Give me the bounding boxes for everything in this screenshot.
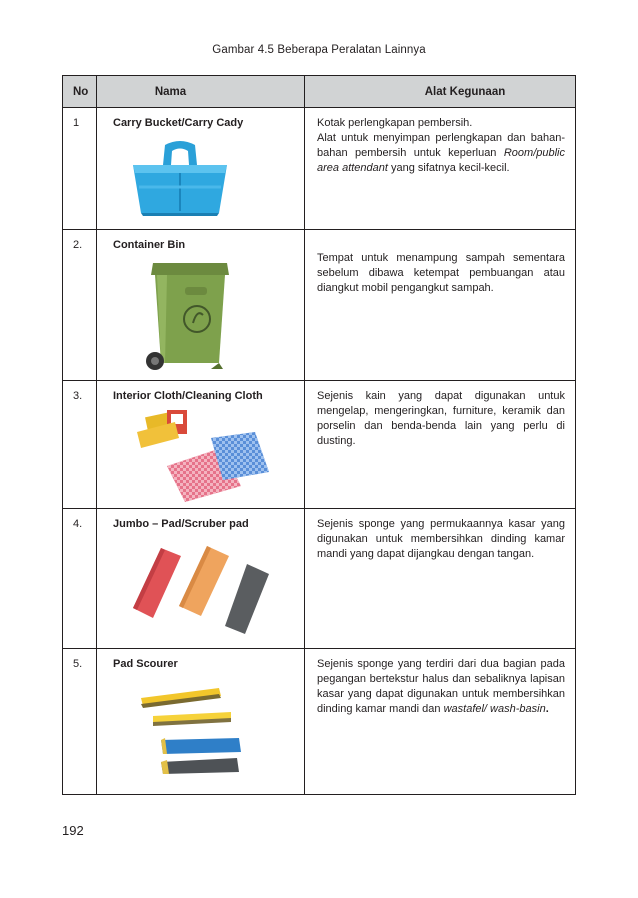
row-number: 5. bbox=[63, 649, 97, 795]
item-use-cell bbox=[305, 108, 576, 230]
table-row bbox=[63, 649, 576, 795]
scrubber-pads-icon bbox=[121, 538, 271, 634]
equipment-table bbox=[62, 75, 576, 795]
wheelie-bin-icon bbox=[143, 257, 233, 375]
cleaning-cloth-icon bbox=[123, 408, 273, 504]
item-use: Sejenis sponge yang permukaannya kasar yang digunakan untuk membersihkan dinding kamar mandi yang dapat dijangkau dengan tangan. bbox=[317, 518, 565, 560]
table-row bbox=[63, 230, 576, 381]
item-use: Sejenis sponge yang terdiri dari dua bagian pada pegangan bertekstur halus dan sebaliknya lapisan kasar yang dapat digunakan untuk membersihkan dinding kamar mandi dan wastafel/ wash-basin. bbox=[317, 658, 565, 715]
item-use-cell bbox=[305, 230, 576, 381]
item-use: Tempat untuk menampung sampah sementara sebelum dibawa ketempat pembuangan atau diangkut mobil pengangkut sampah. bbox=[317, 252, 565, 294]
header-name: Nama bbox=[97, 76, 305, 108]
header-no: No bbox=[63, 76, 97, 108]
table-row bbox=[63, 108, 576, 230]
item-use-cell bbox=[305, 381, 576, 509]
item-name: Interior Cloth/Cleaning Cloth bbox=[113, 390, 263, 402]
header-use: Alat Kegunaan bbox=[305, 76, 576, 108]
figure-caption: Gambar 4.5 Beberapa Peralatan Lainnya bbox=[212, 44, 426, 56]
item-name-cell bbox=[97, 381, 305, 509]
item-name: Container Bin bbox=[113, 239, 186, 251]
item-name: Carry Bucket/Carry Cady bbox=[113, 117, 244, 129]
table-row bbox=[63, 509, 576, 649]
item-name: Jumbo – Pad/Scruber pad bbox=[113, 518, 249, 530]
item-use-line1: Kotak perlengkapan pembersih. bbox=[317, 117, 473, 129]
item-use-line2: Alat untuk menyimpan perlengkapan dan bahan-bahan pembersih untuk keperluan Room/public area attendant yang sifatnya kecil-kecil. bbox=[317, 132, 565, 174]
row-number: 1 bbox=[63, 108, 97, 230]
row-number: 2. bbox=[63, 230, 97, 381]
row-number: 3. bbox=[63, 381, 97, 509]
page-number: 192 bbox=[62, 823, 84, 838]
pad-scourer-icon bbox=[139, 676, 259, 774]
row-number: 4. bbox=[63, 509, 97, 649]
item-name-cell bbox=[97, 230, 305, 381]
item-name-cell bbox=[97, 108, 305, 230]
item-use-cell bbox=[305, 649, 576, 795]
item-name-cell bbox=[97, 649, 305, 795]
item-use-cell bbox=[305, 509, 576, 649]
item-name-cell bbox=[97, 509, 305, 649]
item-name: Pad Scourer bbox=[113, 658, 178, 670]
item-use: Sejenis kain yang dapat digunakan untuk mengelap, mengeringkan, furniture, keramik dan porselin dan benda-benda lain yang perlu di dusting. bbox=[317, 390, 565, 447]
table-row bbox=[63, 381, 576, 509]
carry-bucket-icon bbox=[125, 137, 235, 217]
table-header-row bbox=[63, 76, 576, 108]
